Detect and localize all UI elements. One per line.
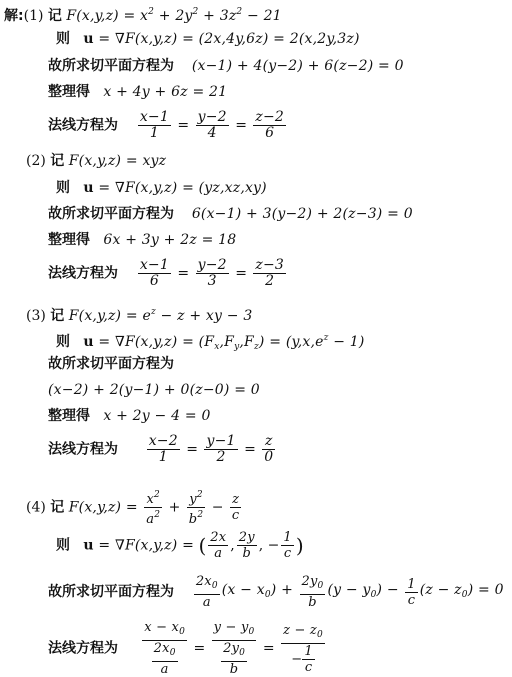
grad-prefix: 则 (56, 334, 70, 350)
fraction: $\frac{z-2}{6}$ (255, 109, 285, 141)
tangent-label: 故所求切平面方程为 (48, 206, 174, 222)
tangent-formula: (x−2) + 2(y−1) + 0(z−0) = 0 (48, 382, 260, 398)
def-prefix: 记 (47, 8, 62, 24)
tangent-label: 故所求切平面方程为 (48, 58, 174, 74)
gradient-formula: $u = \nabla F(x,y,z) = (F_x,F_y,F_z) = (y,x,e^z - 1)$ (83, 333, 365, 352)
definition-formula: $F(x,y,z) = x^2 + 2y^2 + 3z^2 - 21$ (66, 7, 282, 24)
gradient-formula: u = ∇F(x,y,z) = (yz,xz,xy) (83, 180, 267, 196)
part-1-normal: 法线方程为 $\frac{x-1}{1}$ = $\frac{y-2}{4}$ = $\frac{z-2}{6}$ (48, 109, 285, 141)
def-prefix: 记 (50, 499, 65, 516)
gradient-formula: u = ∇F(x,y,z) = (2x,4y,6z) = 2(x,2y,3z) (83, 31, 360, 47)
fraction: $\frac{1}{c}$ (407, 576, 416, 608)
part-1-tangent (48, 58, 404, 74)
def-prefix: 记 (50, 153, 65, 169)
simplified-formula: 6x + 3y + 2z = 18 (103, 232, 237, 248)
fraction: $\frac{1}{c}$ (283, 530, 292, 561)
part-label: (2) (26, 153, 46, 169)
part-1-definition: 解:(1) 记 $F(x,y,z) = x^2 + 2y^2 + 3z^2 - 21$ (4, 7, 282, 24)
fraction: $\frac{z-3}{2}$ (255, 257, 285, 289)
fraction: $\frac{y-1}{2}$ (206, 433, 236, 465)
simplify-label: 整理得 (48, 408, 90, 424)
part-2-simplified (48, 232, 236, 248)
fraction: $z - z_0$ − $\frac{1}{c}$ (283, 622, 323, 675)
normal-label: 法线方程为 (48, 640, 118, 657)
part-label: (1) (23, 8, 44, 24)
fraction: $\frac{2y_0}{b}$ (301, 574, 324, 610)
fraction: $\frac{y - y_0}{\frac{2y_0}{b}}$ (213, 620, 255, 677)
part-label: (3) (26, 308, 46, 324)
fraction: $\frac{z}{0}$ (264, 433, 274, 465)
fraction: $\frac{2x_0}{a}$ (195, 574, 218, 610)
part-2-tangent (48, 206, 413, 222)
part-4-definition: (4) 记 F(x,y,z) = $\frac{x^2}{a^2}$ + $\frac{y^2}{b^2}$ − $\frac{z}{c}$ (26, 490, 240, 527)
part-1-gradient (56, 31, 360, 47)
fraction: $\frac{2y}{b}$ (238, 530, 255, 561)
fraction: $\frac{x^2}{a^2}$ (146, 490, 161, 527)
simplify-label: 整理得 (48, 232, 90, 248)
fraction: $\frac{z}{c}$ (231, 492, 240, 523)
part-2-normal: 法线方程为 $\frac{x-1}{6}$ = $\frac{y-2}{3}$ = $\frac{z-3}{2}$ (48, 257, 285, 289)
definition-formula: F(x,y,z) = (68, 499, 138, 516)
part-4-tangent: 故所求切平面方程为 $\frac{2x_0}{a}$ $(x - x_0)$ + $\frac{2y_0}{b}$ $(y - y_0)$ − $\frac{1}{c}$ $(z - z_0) = 0$ (48, 574, 504, 610)
part-3-tangent (48, 382, 260, 398)
fraction: $\frac{x-1}{1}$ (139, 109, 169, 141)
tangent-label: 故所求切平面方程为 (48, 584, 174, 600)
part-2-gradient (56, 180, 267, 196)
grad-prefix: 则 (56, 31, 70, 47)
fraction: $\frac{y-2}{3}$ (197, 257, 227, 289)
simplified-formula: x + 2y − 4 = 0 (103, 408, 211, 424)
grad-prefix: 则 (56, 537, 70, 554)
fraction: $\frac{x-2}{1}$ (148, 433, 178, 465)
simplified-formula: x + 4y + 6z = 21 (103, 84, 228, 100)
part-3-definition (26, 304, 252, 324)
part-4-normal: 法线方程为 $\frac{x - x_0}{\frac{2x_0}{a}}$ = $\frac{y - y_0}{\frac{2y_0}{b}}$ = $z - z_0$ − $\frac{1}{c}$ (48, 620, 323, 677)
simplify-label: 整理得 (48, 84, 90, 100)
part-3-gradient (56, 330, 365, 355)
tangent-formula: (x−1) + 4(y−2) + 6(z−2) = 0 (191, 58, 404, 74)
tangent-label: 故所求切平面方程为 (48, 356, 174, 372)
tangent-formula: 6(x−1) + 3(y−2) + 2(z−3) = 0 (191, 206, 413, 222)
gradient-formula: u = ∇F(x,y,z) = (83, 537, 194, 554)
normal-label: 法线方程为 (48, 265, 118, 282)
normal-label: 法线方程为 (48, 441, 118, 458)
definition-formula: F(x,y,z) = xyz (68, 153, 167, 169)
fraction: $\frac{y^2}{b^2}$ (188, 490, 204, 527)
normal-label: 法线方程为 (48, 117, 118, 134)
fraction: $\frac{2x}{a}$ (210, 530, 227, 561)
solution-heading: 解 (4, 8, 18, 24)
fraction: $\frac{x - x_0}{\frac{2x_0}{a}}$ (144, 620, 186, 677)
grad-prefix: 则 (56, 180, 70, 196)
fraction: $\frac{x-1}{6}$ (139, 257, 169, 289)
def-prefix: 记 (50, 308, 65, 324)
part-2-definition (26, 153, 166, 169)
part-4-gradient: 则 u = ∇F(x,y,z) = ( $\frac{2x}{a}$ , $\frac{2y}{b}$ , − $\frac{1}{c}$ ) (56, 530, 304, 561)
part-1-simplified (48, 84, 227, 100)
part-3-simplified (48, 408, 211, 424)
part-3-tangent-label-line (48, 356, 174, 372)
part-3-normal: 法线方程为 $\frac{x-2}{1}$ = $\frac{y-1}{2}$ = $\frac{z}{0}$ (48, 433, 274, 465)
fraction: $\frac{y-2}{4}$ (197, 109, 227, 141)
part-label: (4) (26, 499, 46, 516)
definition-formula: $F(x,y,z) = e^z - z$ + xy − 3 (68, 307, 253, 324)
